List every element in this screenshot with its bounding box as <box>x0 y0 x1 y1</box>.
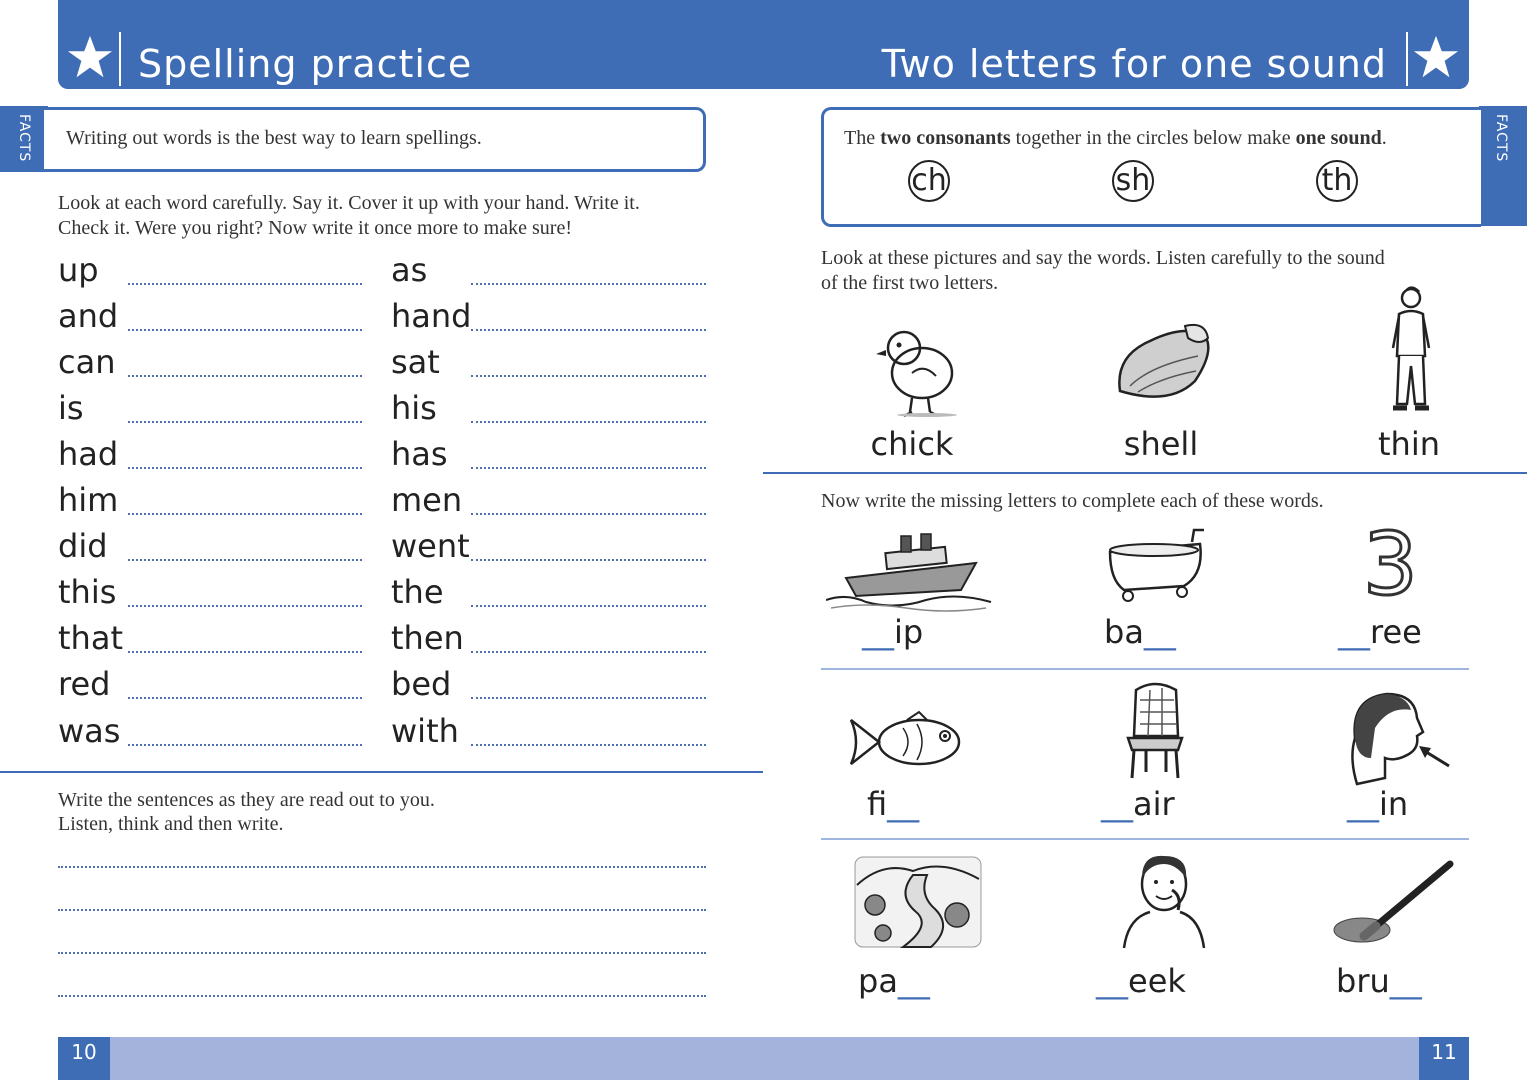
left-page-number: 10 <box>58 1037 110 1080</box>
blank[interactable]: __ <box>1338 613 1370 651</box>
word-writing-line[interactable] <box>128 467 362 469</box>
missing-word-three[interactable] <box>1338 612 1422 652</box>
shell-icon <box>1110 316 1220 411</box>
writing-line[interactable] <box>58 952 706 954</box>
word-writing-line[interactable] <box>128 375 362 377</box>
cheek-icon <box>1120 850 1212 950</box>
facts-text-part: The <box>844 127 881 149</box>
missing-word-bath[interactable] <box>1104 612 1176 652</box>
example-word-chick: chick <box>870 425 954 463</box>
word-part: bru <box>1336 962 1390 1000</box>
spelling-word: can <box>58 343 116 381</box>
spelling-word: and <box>58 297 119 335</box>
spelling-word: is <box>58 389 84 427</box>
dictation-line-2: Listen, think and then write. <box>58 813 284 835</box>
row-divider <box>821 838 1469 840</box>
digraph-circle-sh: sh <box>1112 160 1154 202</box>
word-writing-line[interactable] <box>128 513 362 515</box>
star-icon <box>1412 34 1460 82</box>
blank[interactable]: __ <box>1101 785 1133 823</box>
facts-bold-two-consonants: two consonants <box>880 127 1011 149</box>
missing-word-chin[interactable] <box>1347 784 1408 824</box>
header-divider <box>1406 32 1408 86</box>
missing-word-chair[interactable] <box>1101 784 1175 824</box>
ship-icon <box>826 528 996 613</box>
section-divider <box>0 771 763 773</box>
word-writing-line[interactable] <box>471 605 706 607</box>
instructions-line-1: Look at each word carefully. Say it. Cover it up with your hand. Write it. <box>58 192 640 214</box>
left-facts-text: Writing out words is the best way to learn spellings. <box>66 127 482 149</box>
spelling-word: this <box>58 573 117 611</box>
three-icon: 3 <box>1363 515 1418 615</box>
word-writing-line[interactable] <box>128 651 362 653</box>
spelling-word: had <box>58 435 119 473</box>
word-writing-line[interactable] <box>128 283 362 285</box>
right-page-title: Two letters for one sound <box>881 42 1387 86</box>
blank[interactable]: __ <box>897 962 930 1000</box>
header-divider <box>119 32 121 86</box>
chin-icon <box>1345 688 1455 786</box>
brush-icon <box>1332 860 1454 948</box>
path-icon <box>853 855 983 950</box>
word-part: air <box>1133 785 1175 823</box>
spelling-word: hand <box>391 297 472 335</box>
spelling-word: as <box>391 251 428 289</box>
man-icon <box>1385 286 1435 416</box>
word-writing-line[interactable] <box>471 467 706 469</box>
writing-line[interactable] <box>58 995 706 997</box>
blank[interactable]: __ <box>887 785 920 823</box>
missing-word-brush[interactable] <box>1336 961 1422 1001</box>
spelling-word: red <box>58 665 111 703</box>
word-writing-line[interactable] <box>128 744 362 746</box>
dictation-line-1: Write the sentences as they are read out to you. <box>58 789 435 811</box>
row-divider <box>821 668 1469 670</box>
spelling-word: with <box>391 712 459 750</box>
spelling-word: bed <box>391 665 452 703</box>
section-divider <box>763 472 1527 474</box>
spelling-word: has <box>391 435 448 473</box>
blank[interactable]: __ <box>1347 785 1379 823</box>
look-line-1: Look at these pictures and say the words. Listen carefully to the sound <box>821 247 1385 269</box>
missing-word-ship[interactable] <box>862 612 923 652</box>
facts-bold-one-sound: one sound <box>1295 127 1382 149</box>
word-writing-line[interactable] <box>471 329 706 331</box>
word-writing-line[interactable] <box>128 697 362 699</box>
word-part: ree <box>1370 613 1422 651</box>
writing-line[interactable] <box>58 909 706 911</box>
chick-icon <box>872 318 972 418</box>
missing-word-cheek[interactable] <box>1096 961 1186 1001</box>
facts-label: FACTS <box>16 114 32 163</box>
instructions-line-2: Check it. Were you right? Now write it once more to make sure! <box>58 217 572 239</box>
word-part: in <box>1379 785 1409 823</box>
missing-word-fish[interactable] <box>867 784 919 824</box>
spelling-word: that <box>58 619 123 657</box>
look-line-2: of the first two letters. <box>821 272 999 294</box>
word-writing-line[interactable] <box>471 375 706 377</box>
footer-bar <box>58 1037 1469 1080</box>
word-writing-line[interactable] <box>128 559 362 561</box>
word-writing-line[interactable] <box>128 329 362 331</box>
word-writing-line[interactable] <box>471 283 706 285</box>
spelling-word: then <box>391 619 464 657</box>
word-part: ba <box>1104 613 1144 651</box>
spelling-word: sat <box>391 343 440 381</box>
digraph-circle-th: th <box>1316 160 1358 202</box>
word-writing-line[interactable] <box>471 559 706 561</box>
spelling-word: men <box>391 481 463 519</box>
word-writing-line[interactable] <box>128 421 362 423</box>
spelling-word: the <box>391 573 444 611</box>
bath-icon <box>1104 524 1210 606</box>
blank[interactable]: __ <box>1389 962 1422 1000</box>
word-writing-line[interactable] <box>471 744 706 746</box>
word-writing-line[interactable] <box>471 697 706 699</box>
fish-icon <box>847 710 967 774</box>
missing-instruction: Now write the missing letters to complete each of these words. <box>821 490 1324 512</box>
digraph-circle-ch: ch <box>908 160 950 202</box>
word-writing-line[interactable] <box>128 605 362 607</box>
word-part: fi <box>867 785 888 823</box>
facts-text-part: . <box>1381 127 1387 149</box>
word-writing-line[interactable] <box>471 513 706 515</box>
left-page-title: Spelling practice <box>138 42 473 86</box>
spelling-word: his <box>391 389 437 427</box>
writing-line[interactable] <box>58 866 706 868</box>
blank[interactable]: __ <box>1096 962 1128 1000</box>
word-part: ip <box>894 613 924 651</box>
spelling-word: was <box>58 712 121 750</box>
spelling-word: went <box>391 527 470 565</box>
spelling-word: up <box>58 251 99 289</box>
chair-icon <box>1120 680 1190 780</box>
blank[interactable]: __ <box>862 613 894 651</box>
right-facts-text <box>844 126 1474 151</box>
spelling-word: him <box>58 481 119 519</box>
word-writing-line[interactable] <box>471 421 706 423</box>
facts-label: FACTS <box>1493 114 1509 163</box>
word-part: pa <box>858 962 898 1000</box>
example-word-thin: thin <box>1378 425 1440 463</box>
facts-tab-right <box>1479 106 1527 226</box>
facts-text-part: together in the circles below make <box>1010 127 1296 149</box>
missing-word-path[interactable] <box>858 961 930 1001</box>
blank[interactable]: __ <box>1143 613 1176 651</box>
spelling-word: did <box>58 527 108 565</box>
example-word-shell: shell <box>1123 425 1199 463</box>
star-icon <box>66 34 114 82</box>
right-page-number: 11 <box>1419 1037 1469 1080</box>
word-part: eek <box>1128 962 1186 1000</box>
facts-tab-left <box>0 106 48 172</box>
word-writing-line[interactable] <box>471 651 706 653</box>
